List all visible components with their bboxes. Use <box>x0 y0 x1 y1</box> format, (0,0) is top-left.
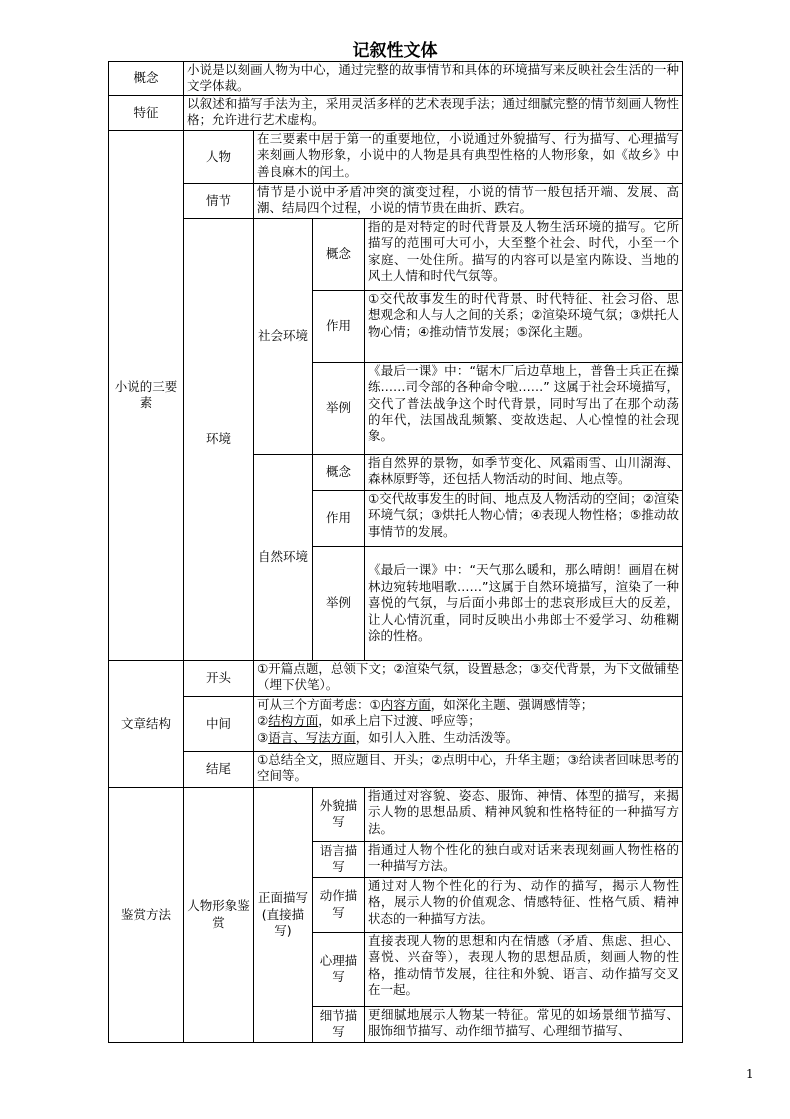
middle-line-3: ③语言、写法方面，如引人入胜、生动活泼等。 <box>257 729 519 745</box>
environment-label: 环境 <box>184 218 254 660</box>
psychology-text: 直接表现人物的思想和内在情感（矛盾、焦虑、担心、喜悦、兴奋等），表现人物的思想品质，刻画人物的性格，推动情节发展，往往和外貌、语言、动作描写交叉在一起。 <box>365 932 683 1006</box>
middle-line-2: ②结构方面，如承上启下过渡、呼应等； <box>257 713 481 729</box>
ending-text: ①总结全文，照应题目、开头；②点明中心，升华主题；③给读者回味思考的空间等。 <box>254 751 683 787</box>
feature-label: 特征 <box>109 95 184 130</box>
opening-label: 开头 <box>184 660 254 696</box>
row-middle <box>109 696 683 751</box>
natural-concept-text: 指自然界的景物，如季节变化、风霜雨雪、山川湖海、森林原野等，还包括人物活动的时间、地点等。 <box>365 454 683 490</box>
row-social-concept <box>109 218 683 290</box>
action-text: 通过对人物个性化的行为、动作的描写，揭示人物性格，展示人物的价值观念、情感特征、性格气质、精神状态的一种描写方法。 <box>365 877 683 932</box>
appreciation-label: 鉴赏方法 <box>109 787 184 1042</box>
natural-function-label: 作用 <box>313 490 365 546</box>
row-opening <box>109 660 683 696</box>
structure-aspect: 结构方面 <box>268 713 319 729</box>
detail-text: 更细腻地展示人物某一特征。常见的如场景细节描写、服饰细节描写、动作细节描写、心理细节描写、 <box>365 1006 683 1042</box>
row-plot <box>109 183 683 218</box>
character-text: 在三要素中居于第一的重要地位，小说通过外貌描写、行为描写、心理描写来刻画人物形象，小说中的人物是具有典型性格的人物形象，如《故乡》中善良麻木的闰土。 <box>254 130 683 183</box>
natural-example-text: 《最后一课》中：“天气那么暖和，那么晴朗！画眉在树林边宛转地唱歌……”这属于自然环境描写，渲染了一种喜悦的气氛，与后面小弗郎士的悲哀形成巨大的反差，让人心情沉重，同时反映出小弗郎士不爱学习、幼稚糊涂的性格。 <box>365 546 683 660</box>
row-appearance <box>109 787 683 841</box>
row-character <box>109 130 683 183</box>
middle-line-1: 可从三个方面考虑：①内容方面，如深化主题、强调感情等； <box>257 696 594 712</box>
content-aspect: 内容方面 <box>380 696 431 712</box>
social-concept-text: 指的是对特定的时代背景及人物生活环境的描写。它所描写的范围可大可小，大至整个社会、时代，小至一个家庭、一处住所。描写的内容可以是室内陈设、当地的风土人情和时代气氛等。 <box>365 218 683 290</box>
middle-label: 中间 <box>184 696 254 751</box>
plot-text: 情节是小说中矛盾冲突的演变过程，小说的情节一般包括开端、发展、高潮、结局四个过程，小说的情节贵在曲折、跌宕。 <box>254 183 683 218</box>
plot-label: 情节 <box>184 183 254 218</box>
language-text: 指通过人物个性化的独白或对话来表现刻画人物性格的一种描写方法。 <box>365 841 683 877</box>
natural-example-label: 举例 <box>313 546 365 660</box>
social-environment-label: 社会环境 <box>254 218 313 454</box>
psychology-label: 心理描写 <box>313 932 365 1006</box>
social-example-label: 举例 <box>313 362 365 454</box>
appearance-label: 外貌描写 <box>313 787 365 841</box>
natural-environment-label: 自然环境 <box>254 454 313 660</box>
middle-text <box>254 696 683 751</box>
row-feature <box>109 95 683 130</box>
character-appreciation-label: 人物形象鉴赏 <box>184 787 254 1042</box>
concept-label: 概念 <box>109 62 184 96</box>
social-example-text: 《最后一课》中：“锯木厂后边草地上，普鲁士兵正在操练……司令部的各种命令啦……” 这属于社会环境描写，交代了普法战争这个时代背景，同时写出了在那个动荡的年代，法国战乱频繁、变故迭起、人心惶惶的社会现象。 <box>365 362 683 454</box>
feature-text: 以叙述和描写手法为主，采用灵活多样的艺术表现手法；通过细腻完整的情节刻画人物性格；允许进行艺术虚构。 <box>184 95 683 130</box>
social-function-text: ①交代故事发生的时代背景、时代特征、社会习俗、思想观念和人与人之间的关系；②渲染环境气氛；③烘托人物心情；④推动情节发展；⑤深化主题。 <box>365 290 683 362</box>
natural-function-text: ①交代故事发生的时间、地点及人物活动的空间；②渲染环境气氛；③烘托人物心情；④表现人物性格；⑤推动故事情节的发展。 <box>365 490 683 546</box>
detail-label: 细节描写 <box>313 1006 365 1042</box>
row-ending <box>109 751 683 787</box>
ending-label: 结尾 <box>184 751 254 787</box>
language-aspect: 语言、写法方面 <box>268 729 356 745</box>
row-concept <box>109 62 683 96</box>
natural-concept-label: 概念 <box>313 454 365 490</box>
concept-text: 小说是以刻画人物为中心，通过完整的故事情节和具体的环境描写来反映社会生活的一种文学体裁。 <box>184 62 683 96</box>
social-concept-label: 概念 <box>313 218 365 290</box>
page-number: 1 <box>746 1067 754 1081</box>
character-label: 人物 <box>184 130 254 183</box>
opening-text: ①开篇点题，总领下文；②渲染气氛，设置悬念；③交代背景，为下文做铺垫（埋下伏笔）。 <box>254 660 683 696</box>
direct-description-label: 正面描写(直接描写) <box>254 787 313 1042</box>
document-title: 记叙性文体 <box>352 41 438 61</box>
summary-table <box>108 61 683 1043</box>
action-label: 动作描写 <box>313 877 365 932</box>
appearance-text: 指通过对容貌、姿态、服饰、神情、体型的描写，来揭示人物的思想品质、精神风貌和性格特征的一种描写方法。 <box>365 787 683 841</box>
language-label: 语言描写 <box>313 841 365 877</box>
structure-label: 文章结构 <box>109 660 184 787</box>
social-function-label: 作用 <box>313 290 365 362</box>
three-elements-label: 小说的三要素 <box>109 130 184 660</box>
